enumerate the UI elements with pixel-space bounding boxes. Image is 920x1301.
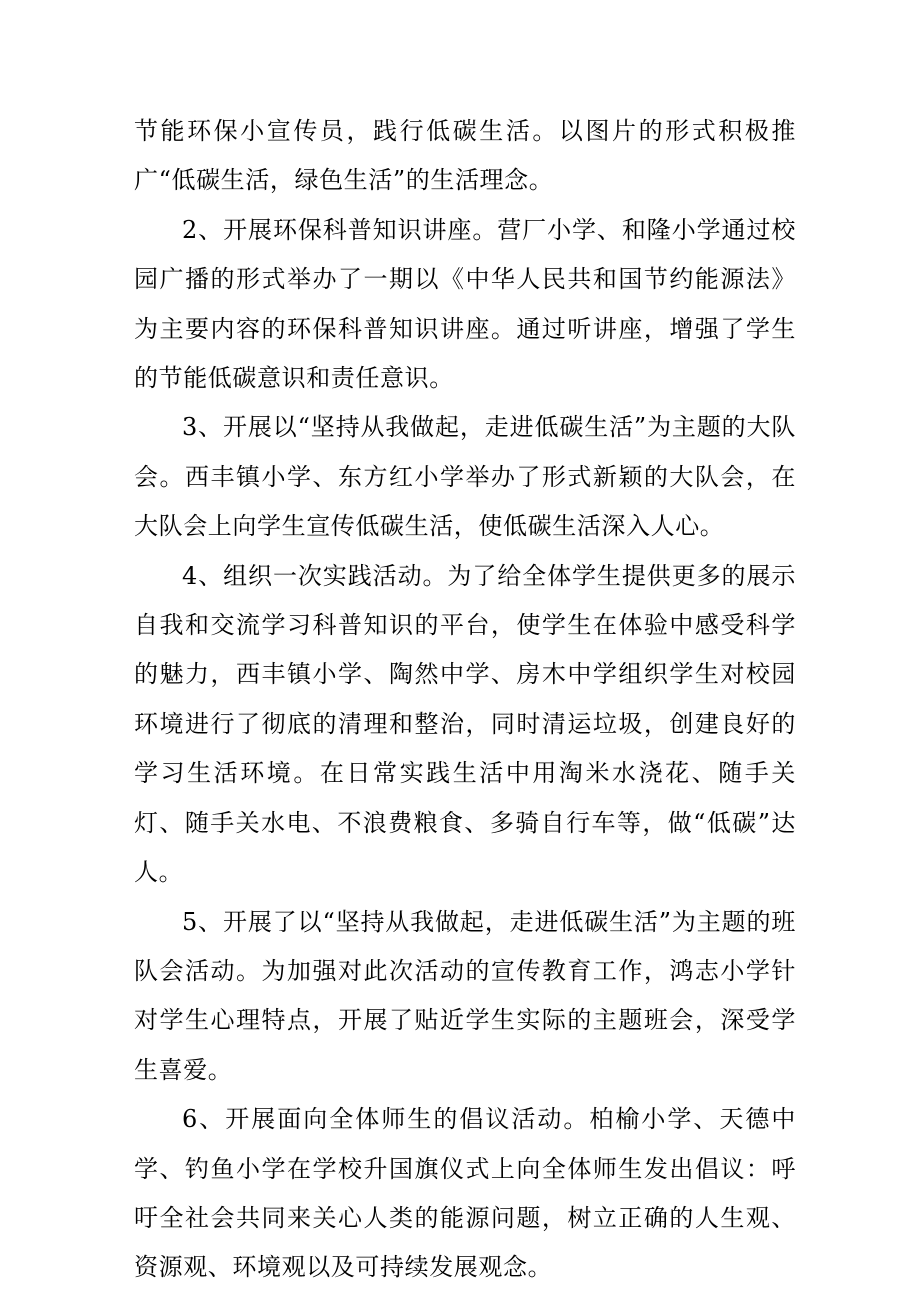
paragraph-item-6: 6、开展面向全体师生的倡议活动。柏榆小学、天德中学、钓鱼小学在学校升国旗仪式上向全体师生发出倡议：呼吁全社会共同来关心人类的能源问题，树立正确的人生观、资源观、环境观以及可持续发展观念。 <box>134 1105 796 1282</box>
paragraph-item-3: 3、开展以“坚持从我做起，走进低碳生活”为主题的大队会。西丰镇小学、东方红小学举办了形式新颖的大队会，在大队会上向学生宣传低碳生活，使低碳生活深入人心。 <box>134 413 796 541</box>
paragraph-item-2: 2、开展环保科普知识讲座。营厂小学、和隆小学通过校园广播的形式举办了一期以《中华人民共和国节约能源法》为主要内容的环保科普知识讲座。通过听讲座，增强了学生的节能低碳意识和责任意识。 <box>134 215 796 393</box>
paragraph-item-5: 5、开展了以“坚持从我做起，走进低碳生活”为主题的班队会活动。为加强对此次活动的宣传教育工作，鸿志小学针对学生心理特点，开展了贴近学生实际的主题班会，深受学生喜爱。 <box>134 907 796 1084</box>
document-body <box>134 107 796 1293</box>
paragraph-continuation: 节能环保小宣传员，践行低碳生活。以图片的形式积极推广“低碳生活，绿色生活”的生活理念。 <box>134 117 796 195</box>
paragraph-item-4: 4、组织一次实践活动。为了给全体学生提供更多的展示自我和交流学习科普知识的平台，使学生在体验中感受科学的魅力，西丰镇小学、陶然中学、房木中学组织学生对校园环境进行了彻底的清理和整治，同时清运垃圾，创建良好的学习生活环境。在日常实践生活中用淘米水浇花、随手关灯、随手关水电、不浪费粮食、多骑自行车等，做“低碳”达人。 <box>134 561 796 887</box>
